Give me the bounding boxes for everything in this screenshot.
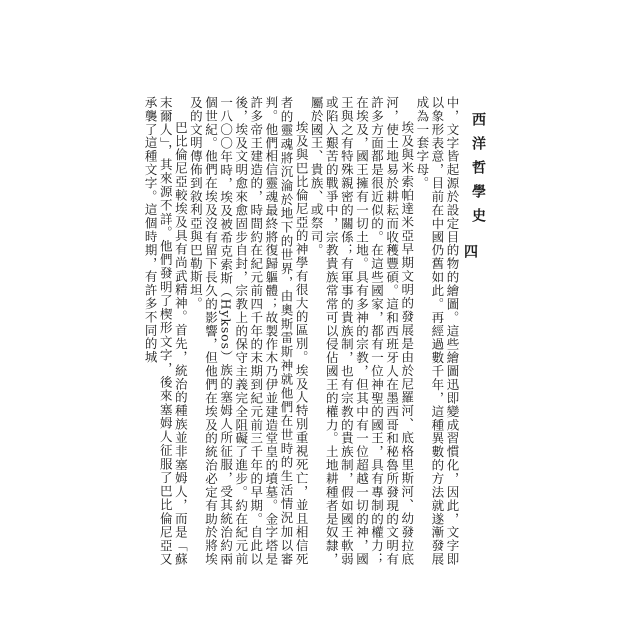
paragraph-2: 埃及與米索帕達米亞早期文明的發展是由於尼羅河、底格里斯河、幼發拉底河，使土地易於耕耘而收穫豐碩。這和西班牙人在墨西哥和秘魯所發現的文明有許多方面都是很近似的。在這些國家，都有一位神聖的國王，具有專制的權力；在埃及，國王擁有一切土地。具有多神的宗教，但其中有一位超越一切的神，國王與之有特殊親密的關係；有軍事的貴族制，也有宗教的貴族制，假如國王軟弱或陷入艱苦的戰爭中，宗教貴族常常可以侵佔國王的權力。土地耕種者是奴隸，屬於國王、貴族、或祭司。 bbox=[309, 96, 415, 566]
body-text bbox=[143, 96, 460, 566]
paragraph-1: 中，文字皆起源於設定目的物的繪圖。這些繪圖迅即變成習慣化，因此，文字即以象形表意，目前在中國仍舊如此。再經過數千年，這種異數的方法就遂漸發展成為一套字母。 bbox=[414, 96, 460, 566]
running-title: 西洋哲學史 bbox=[470, 112, 486, 232]
paragraph-4: 巴比倫尼亞較埃及具有尚武精神。首先，統治的種族並非塞姆人，而是「蘇末爾人」，其來源不詳。他們發明了楔形文字，後來塞姆人征服了巴比倫尼亞又承襲了這種文字。這個時期，有許多不同的城 bbox=[143, 96, 189, 566]
paragraph-3: 埃及與巴比倫尼亞的神學有很大的區別。埃及人特別重視死亡，並且相信死者的靈魂將沉淪於地下的世界，由奧斯雷斯神就他們在世時的生活情況加以審判。他們相信靈魂最終將復歸軀體；故製作木乃伊並建造堂皇的墳墓。金字塔是許多帝王建造的，時間約在紀元前四千年的末期到紀元前三千年的早期。自此以後，埃及文明愈來愈固步自封，宗教上的保守主義完全阻礙了進步。約在紀元前一八〇〇年時，埃及被希克索斯（Hyksos）族的塞姆人所征服，受其統治約兩個世紀。他們在埃及沒有留下長久的影響，但他們在埃及的統治必定有助於將埃及的文明傳佈到敘利亞與巴勒斯坦。 bbox=[188, 96, 310, 566]
page-number: 四 bbox=[462, 244, 478, 258]
